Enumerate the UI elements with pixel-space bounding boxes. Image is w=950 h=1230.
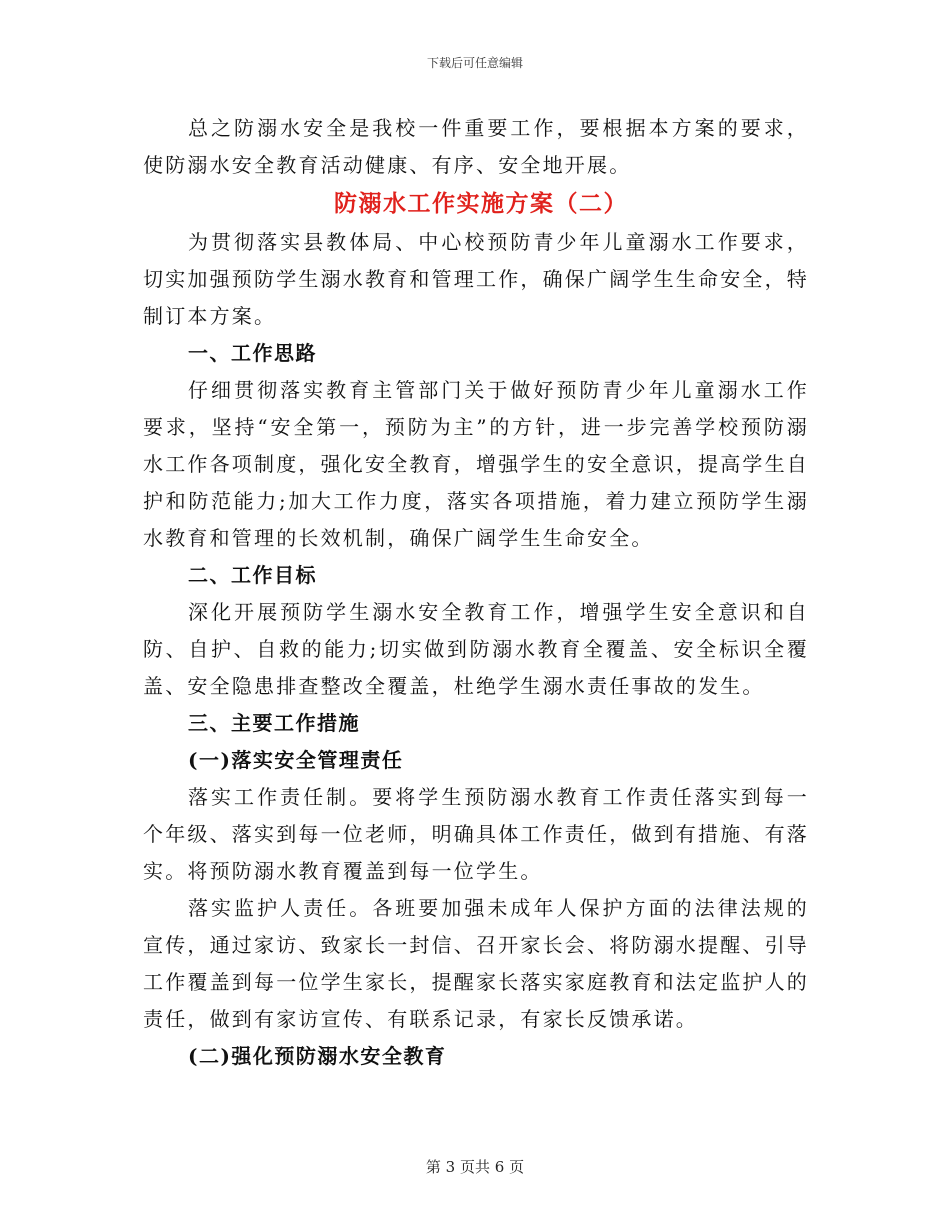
heading-section-1: 一、工作思路 [188,341,317,365]
document-title: 防溺水工作实施方案（二） [334,190,628,217]
page-footer: 第 3 页共 6 页 [425,1158,525,1176]
paragraph-conclusion: 总之防溺水安全是我校一件重要工作，要根据本方案的要求，使防溺水安全教育活动健康、有序、安全地开展。 [143,116,809,177]
paragraph-section-1: 仔细贯彻落实教育主管部门关于做好预防青少年儿童溺水工作要求，坚持“安全第一，预防为主”的方针，进一步完善学校预防溺水工作各项制度，强化安全教育，增强学生的安全意识，提高学生自护和防范能力;加大工作力度，落实各项措施，着力建立预防学生溺水教育和管理的长效机制，确保广阔学生生命安全。 [143,378,809,550]
heading-section-3: 三、主要工作措施 [188,711,360,735]
document-body [143,110,809,1075]
heading-subsection-2: (二)强化预防溺水安全教育 [188,1044,447,1068]
paragraph-subsection-1-b: 落实监护人责任。各班要加强未成年人保护方面的法律法规的宣传，通过家访、致家长一封信、召开家长会、将防溺水提醒、引导工作覆盖到每一位学生家长，提醒家长落实家庭教育和法定监护人的责任，做到有家访宣传、有联系记录，有家长反馈承诺。 [143,896,809,1031]
paragraph-intro: 为贯彻落实县教体局、中心校预防青少年儿童溺水工作要求，切实加强预防学生溺水教育和管理工作，确保广阔学生生命安全，特制订本方案。 [143,230,809,328]
heading-section-2: 二、工作目标 [188,563,317,587]
paragraph-subsection-1-a: 落实工作责任制。要将学生预防溺水教育工作责任落实到每一个年级、落实到每一位老师，明确具体工作责任，做到有措施、有落实。将预防溺水教育覆盖到每一位学生。 [143,785,809,883]
heading-subsection-1: (一)落实安全管理责任 [188,748,404,772]
page-header: 下载后可任意编辑 [426,56,523,70]
paragraph-section-2: 深化开展预防学生溺水安全教育工作，增强学生安全意识和自防、自护、自救的能力;切实做到防溺水教育全覆盖、安全标识全覆盖、安全隐患排查整改全覆盖，杜绝学生溺水责任事故的发生。 [143,600,809,698]
